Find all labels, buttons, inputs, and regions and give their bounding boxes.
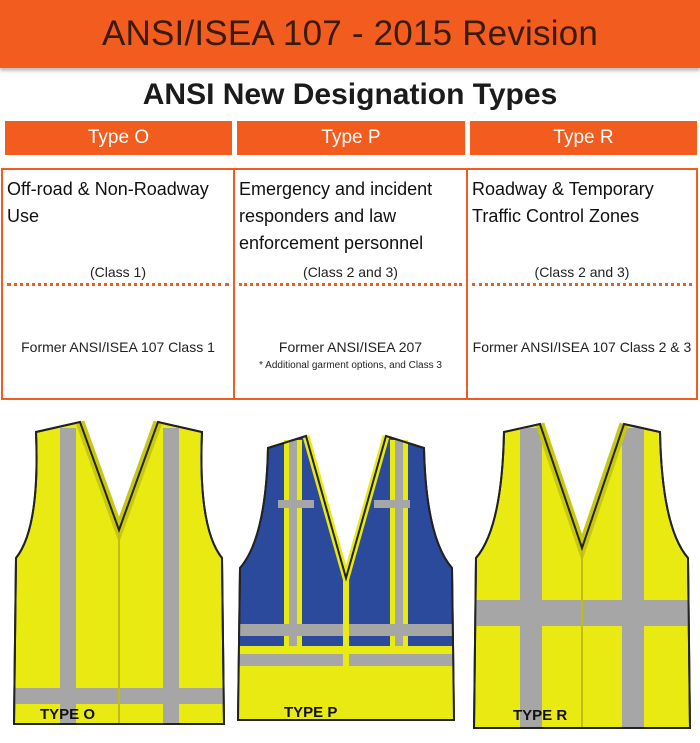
vest-type-p-label: TYPE P [284,704,338,721]
type-p-class: (Class 2 and 3) [303,264,398,280]
header-type-r [470,121,697,155]
page-subtitle: ANSI New Designation Types [142,78,558,111]
vest-type-o-illustration [8,418,230,736]
header-type-p [237,121,465,155]
type-p-former: Former ANSI/ISEA 207 [278,339,423,355]
type-r-divider [472,283,692,286]
type-r-former: Former ANSI/ISEA 107 Class 2 & 3 [472,339,692,355]
type-r-description: Roadway & Temporary Traffic Control Zones [472,179,654,226]
type-p-note: * Additional garment options, and Class 3 [259,360,442,371]
type-r-class: (Class 2 and 3) [534,264,630,280]
title-banner [0,0,700,68]
type-p-divider [239,283,462,286]
type-p-description: Emergency and incident responders and law enforcement personnel [239,179,433,253]
column-type-p [233,168,468,400]
column-type-r [466,168,698,400]
type-o-divider [7,283,229,286]
type-o-former: Former ANSI/ISEA 107 Class 1 [21,339,215,355]
type-o-class: (Class 1) [89,264,146,280]
vest-type-r-illustration [470,418,694,736]
vest-type-r-label: TYPE R [513,707,568,724]
header-type-o-label: Type O [87,127,150,148]
header-type-r-label: Type R [553,127,614,148]
banner-title: ANSI/ISEA 107 - 2015 Revision [101,14,599,53]
type-o-description: Off-road & Non-Roadway Use [7,179,209,226]
vest-type-p-illustration [234,418,458,736]
vest-type-o-label: TYPE O [40,706,96,723]
column-type-o [1,168,235,400]
header-type-p-label: Type P [321,127,381,148]
header-type-o [5,121,232,155]
